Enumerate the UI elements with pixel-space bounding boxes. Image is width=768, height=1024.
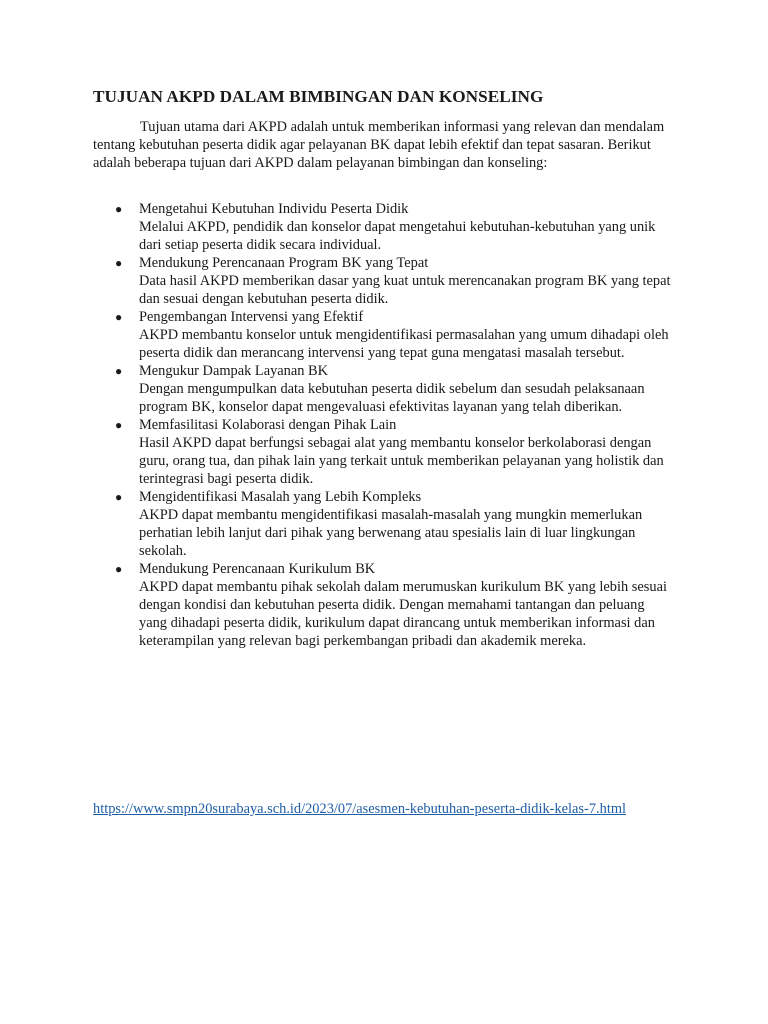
list-item-description: Data hasil AKPD memberikan dasar yang kuat untuk merencanakan program BK yang tepat dan sesuai dengan kebutuhan peserta didik. [139,273,671,307]
list-item-description: Melalui AKPD, pendidik dan konselor dapat mengetahui kebutuhan-kebutuhan yang unik dari setiap peserta didik secara individual. [139,219,656,253]
source-link[interactable]: https://www.smpn20surabaya.sch.id/2023/07/asesmen-kebutuhan-peserta-didik-kelas-7.html [93,801,627,817]
bullet-icon: ● [115,364,123,378]
list-item [93,254,675,308]
list-item-title: Mendukung Perencanaan Kurikulum BK [139,561,376,577]
list-item [93,362,675,416]
list-item [93,416,675,488]
list-item-title: Mengetahui Kebutuhan Individu Peserta Didik [139,201,409,217]
list-item-title: Mengukur Dampak Layanan BK [139,363,329,379]
list-item [93,488,675,560]
list-item-description: Hasil AKPD dapat berfungsi sebagai alat yang membantu konselor berkolaborasi dengan guru, orang tua, dan pihak lain yang terkait untuk memberikan pelayanan yang holistik dan terintegrasi bagi peserta didik. [139,435,664,487]
document-title: TUJUAN AKPD DALAM BIMBINGAN DAN KONSELING [93,87,544,106]
list-item [93,200,675,254]
list-item [93,308,675,362]
intro-paragraph: Tujuan utama dari AKPD adalah untuk memberikan informasi yang relevan dan mendalam tentang kebutuhan peserta didik agar pelayanan BK dapat lebih efektif dan tepat sasaran. Berikut adalah beberapa tujuan dari AKPD dalam pelayanan bimbingan dan konseling: [93,119,665,171]
list-item-description: AKPD dapat membantu pihak sekolah dalam merumuskan kurikulum BK yang lebih sesuai dengan kondisi dan kebutuhan peserta didik. Dengan memahami tantangan dan peluang yang dihadapi peserta didik, kurikulum dapat dirancang untuk memberikan informasi dan keterampilan yang relevan bagi perkembangan pribadi dan akademik mereka. [139,579,667,649]
list-item-description: AKPD membantu konselor untuk mengidentifikasi permasalahan yang umum dihadapi oleh peserta didik dan merancang intervensi yang tepat guna mengatasi masalah tersebut. [139,327,669,361]
list-item-description: Dengan mengumpulkan data kebutuhan peserta didik sebelum dan sesudah pelaksanaan program BK, konselor dapat mengevaluasi efektivitas layanan yang telah diberikan. [139,381,645,415]
bullet-icon: ● [115,490,123,504]
list-item-title: Memfasilitasi Kolaborasi dengan Pihak Lain [139,417,397,433]
goals-list [93,200,675,650]
list-item-description: AKPD dapat membantu mengidentifikasi masalah-masalah yang mungkin memerlukan perhatian lebih lanjut dari pihak yang berwenang atau spesialis lain di luar lingkungan sekolah. [139,507,643,559]
list-item-title: Mendukung Perencanaan Program BK yang Tepat [139,255,429,271]
bullet-icon: ● [115,562,123,576]
list-item-title: Mengidentifikasi Masalah yang Lebih Kompleks [139,489,422,505]
bullet-icon: ● [115,310,123,324]
list-item-title: Pengembangan Intervensi yang Efektif [139,309,364,325]
bullet-icon: ● [115,418,123,432]
bullet-icon: ● [115,256,123,270]
list-item [93,560,675,650]
bullet-icon: ● [115,202,123,216]
